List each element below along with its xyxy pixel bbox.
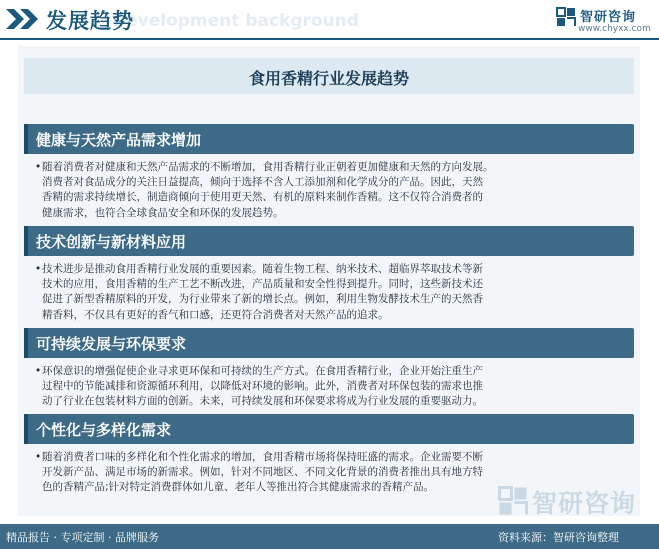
body-line: 动了行业在包装材料方面的创新。未来，可持续发展和环保要求将成为行业发展的重要驱动力。 (42, 395, 483, 408)
header-background-text: Development background (112, 11, 359, 31)
section-heading: 个性化与多样化需求 (36, 421, 172, 439)
body-line: 健康需求，也符合全球食品安全和环保的发展趋势。 (42, 206, 284, 219)
body-line: 随着消费者口味的多样化和个性化需求的增加，食用香精市场将保持旺盛的需求。企业需要不断 (42, 451, 483, 463)
section-heading: 可持续发展与环保要求 (36, 335, 187, 353)
bullet-icon: • (35, 161, 42, 173)
page-header (0, 0, 659, 38)
body-line: 香精的需求持续增长，制造商倾向于使用更天然、有机的原料来制作香精。这不仅符合消费者的 (42, 191, 483, 204)
brand (556, 6, 656, 34)
header-title: 发展趋势 (46, 9, 134, 33)
footer-services: 精品报告 · 专项定制 · 品牌服务 (6, 531, 159, 544)
section-header-3 (24, 328, 634, 358)
section-header-2 (24, 226, 634, 256)
main-title: 食用香精行业发展趋势 (248, 69, 409, 88)
section-body-1 (35, 160, 632, 221)
section-heading: 技术创新与新材料应用 (36, 233, 187, 251)
body-line: 随着消费者对健康和天然产品需求的不断增加，食用香精行业正朝着更加健康和天然的方向发展。 (42, 161, 494, 173)
header-divider (0, 38, 659, 40)
brand-name: 智研咨询 (580, 10, 637, 25)
body-line: 技术的应用，食用香精的生产工艺不断改进，产品质量和安全性得到提升。同时，这些新技术还 (42, 278, 483, 291)
section-header-1 (24, 124, 634, 154)
bullet-icon: • (35, 451, 42, 463)
section-heading: 健康与天然产品需求增加 (36, 131, 202, 149)
body-line: 开发新产品、满足市场的新需求。例如，针对不同地区、不同文化背景的消费者推出具有地方特 (42, 466, 483, 479)
brand-url: www.chyxx.com (578, 24, 651, 34)
body-line: 色的香精产品;针对特定消费群体如儿童、老年人等推出符合其健康需求的香精产品。 (42, 481, 435, 494)
section-body-2 (35, 262, 632, 323)
zhiyan-logo-icon (498, 486, 528, 516)
section-header-4 (24, 414, 634, 444)
body-line: 精香料，不仅具有更好的香气和口感，还更符合消费者对天然产品的追求。 (42, 308, 389, 321)
body-line: 促进了新型香精原料的开发，为行业带来了新的增长点。例如，利用生物发酵技术生产的天然香 (42, 293, 483, 306)
main-title-bar (24, 58, 634, 94)
page-footer (0, 524, 659, 549)
zhiyan-logo-icon (556, 7, 576, 27)
bullet-icon: • (35, 365, 42, 377)
body-line: 过程中的节能减排和资源循环利用，以降低对环境的影响。此外，消费者对环保包装的需求也推 (42, 380, 483, 393)
content-panel (18, 46, 640, 516)
body-line: 技术进步是推动食用香精行业发展的重要因素。随着生物工程、纳米技术、超临界萃取技术等新 (42, 263, 483, 275)
footer-source: 资料来源：智研咨询整理 (498, 531, 619, 544)
body-line: 消费者对食品成分的关注日益提高，倾向于选择不含人工添加剂和化学成分的产品。因此，天然 (42, 176, 483, 189)
bullet-icon: • (35, 263, 42, 275)
section-body-3 (35, 364, 632, 410)
double-chevron-right-icon (6, 9, 42, 29)
footer-watermark-logo (498, 484, 648, 520)
footer-logo-name: 智研咨询 (532, 489, 637, 518)
body-line: 环保意识的增强促使企业寻求更环保和可持续的生产方式。在食用香精行业，企业开始注重生产 (42, 365, 483, 377)
